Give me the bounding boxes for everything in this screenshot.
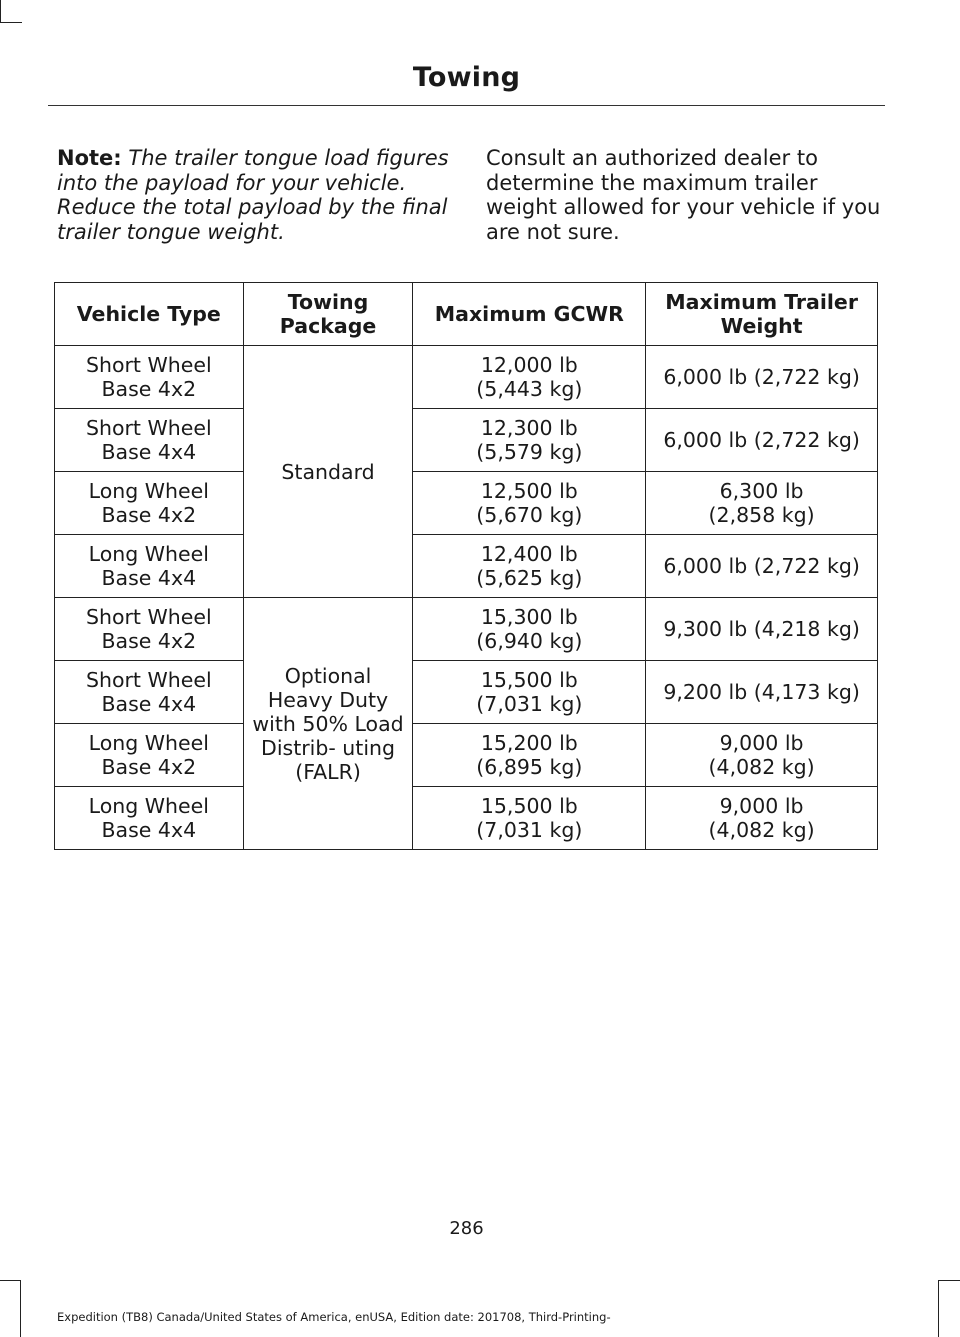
gcwr-cell: 15,500 lb (7,031 kg) [413, 787, 646, 850]
gcwr-cell: 12,000 lb (5,443 kg) [413, 346, 646, 409]
table-row [55, 409, 878, 472]
trailer-weight-cell: 9,300 lb (4,218 kg) [646, 598, 878, 661]
trailer-weight-cell: 9,000 lb (4,082 kg) [646, 724, 878, 787]
table-row [55, 535, 878, 598]
header-max-trailer-weight: Maximum Trailer Weight [646, 283, 878, 346]
trailer-weight-cell: 6,000 lb (2,722 kg) [646, 409, 878, 472]
vehicle-type-cell: Short Wheel Base 4x2 [55, 346, 244, 409]
vehicle-type-cell: Short Wheel Base 4x4 [55, 661, 244, 724]
table-row [55, 661, 878, 724]
crop-mark-bottom-left [0, 1280, 20, 1281]
crop-mark-bottom-left-v [20, 1280, 21, 1337]
table-row [55, 787, 878, 850]
header-divider [48, 105, 885, 106]
header-max-gcwr: Maximum GCWR [413, 283, 646, 346]
table-row [55, 346, 878, 409]
towing-spec-table [54, 282, 878, 850]
gcwr-cell: 12,300 lb (5,579 kg) [413, 409, 646, 472]
crop-mark-bottom-right-v [938, 1280, 939, 1337]
vehicle-type-cell: Long Wheel Base 4x2 [55, 724, 244, 787]
note-paragraph [57, 146, 452, 244]
table-row [55, 598, 878, 661]
header-vehicle-type: Vehicle Type [55, 283, 244, 346]
page-title: Towing [412, 62, 521, 93]
vehicle-type-cell: Long Wheel Base 4x4 [55, 535, 244, 598]
trailer-weight-cell: 6,000 lb (2,722 kg) [646, 346, 878, 409]
gcwr-cell: 15,500 lb (7,031 kg) [413, 661, 646, 724]
package-cell-heavy-duty: Optional Heavy Duty with 50% Load Distrib- uting (FALR) [243, 598, 413, 850]
vehicle-type-cell: Short Wheel Base 4x4 [55, 409, 244, 472]
trailer-weight-cell: 6,000 lb (2,722 kg) [646, 535, 878, 598]
header-towing-package: Towing Package [243, 283, 413, 346]
gcwr-cell: 15,300 lb (6,940 kg) [413, 598, 646, 661]
crop-mark-bottom-right [938, 1280, 960, 1281]
consult-paragraph: Consult an authorized dealer to determine the maximum trailer weight allowed for your vehicle if you are not sure. [486, 146, 881, 244]
crop-mark-top-left-h [0, 22, 22, 23]
package-cell-standard: Standard [243, 346, 413, 598]
gcwr-cell: 12,500 lb (5,670 kg) [413, 472, 646, 535]
vehicle-type-cell: Long Wheel Base 4x2 [55, 472, 244, 535]
note-label: Note: [57, 146, 122, 170]
trailer-weight-cell: 9,200 lb (4,173 kg) [646, 661, 878, 724]
footer-edition-info: Expedition (TB8) Canada/United States of America, enUSA, Edition date: 201708, Third-Printing- [57, 1310, 611, 1324]
vehicle-type-cell: Long Wheel Base 4x4 [55, 787, 244, 850]
page-number: 286 [449, 1218, 484, 1239]
crop-mark-top-left [0, 0, 1, 22]
gcwr-cell: 12,400 lb (5,625 kg) [413, 535, 646, 598]
trailer-weight-cell: 6,300 lb (2,858 kg) [646, 472, 878, 535]
table-row [55, 472, 878, 535]
table-header-row [55, 283, 878, 346]
gcwr-cell: 15,200 lb (6,895 kg) [413, 724, 646, 787]
trailer-weight-cell: 9,000 lb (4,082 kg) [646, 787, 878, 850]
vehicle-type-cell: Short Wheel Base 4x2 [55, 598, 244, 661]
table-row [55, 724, 878, 787]
note-text: The trailer tongue load figures into the payload for your vehicle. Reduce the total payload by the final trailer tongue weight. [57, 146, 449, 244]
